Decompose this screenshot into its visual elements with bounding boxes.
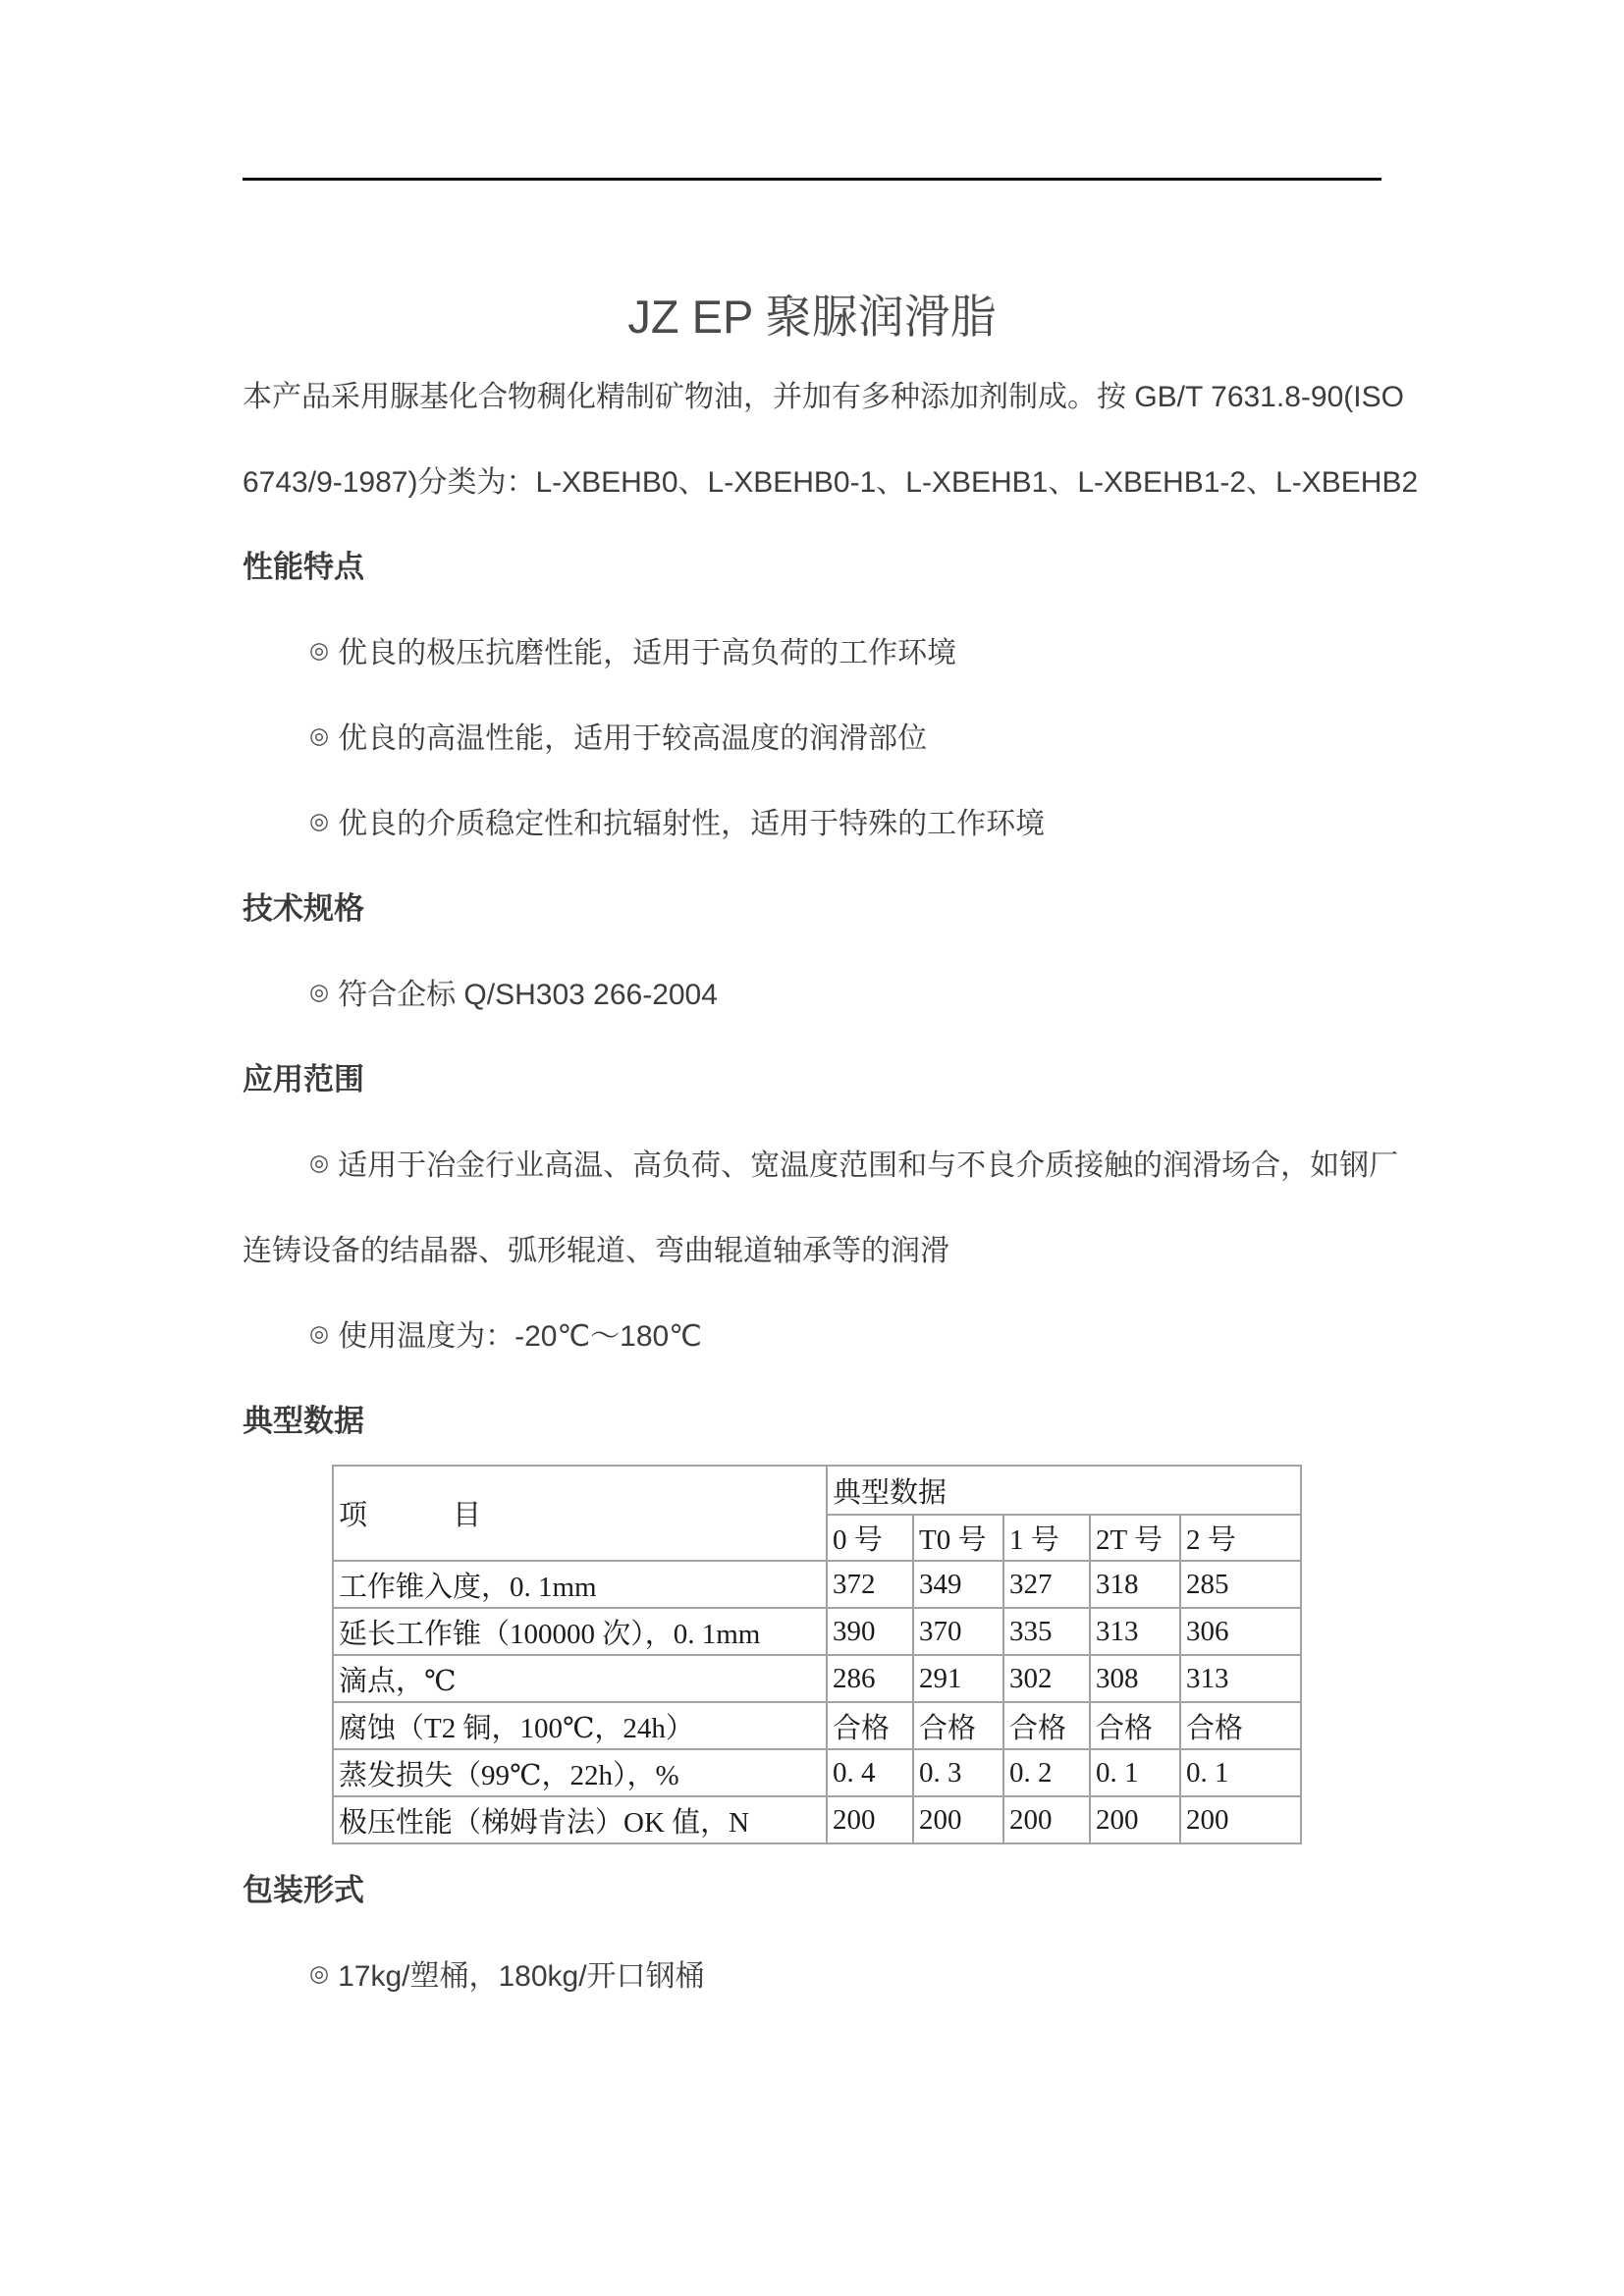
list-item-continuation: 连铸设备的结晶器、弧形辊道、弯曲辊道轴承等的润滑 <box>243 1234 949 1267</box>
table-row <box>333 1561 1301 1608</box>
cell-value: 302 <box>1003 1655 1090 1702</box>
cell-value: 349 <box>913 1561 1003 1608</box>
cell-value: 327 <box>1003 1561 1090 1608</box>
section-heading-application: 应用范围 <box>243 1062 364 1096</box>
cell-value: 0. 3 <box>913 1749 1003 1796</box>
row-label: 延长工作锥（100000 次），0. 1mm <box>333 1608 827 1655</box>
bullseye-bullet-icon: ◎ <box>309 1960 330 1986</box>
table-group-header-cell: 典型数据 <box>827 1466 1301 1515</box>
cell-value: 200 <box>1180 1796 1301 1843</box>
intro-paragraph-line-2: 6743/9-1987)分类为：L-XBEHB0、L-XBEHB0-1、L-XBEHB1、L-XBEHB1-2、L-XBEHB2 <box>243 465 1419 499</box>
section-heading-packaging: 包装形式 <box>243 1873 364 1907</box>
bullseye-bullet-icon: ◎ <box>309 1149 330 1175</box>
column-header: 2 号 <box>1180 1515 1301 1561</box>
list-item <box>243 1119 1399 1204</box>
list-item-text: 优良的极压抗磨性能，适用于高负荷的工作环境 <box>338 636 957 669</box>
footer-lines <box>243 1844 1381 2015</box>
row-label: 蒸发损失（99℃，22h），% <box>333 1749 827 1796</box>
bullseye-bullet-icon: ◎ <box>309 1320 330 1346</box>
row-label: 极压性能（梯姆肯法）OK 值，N <box>333 1796 827 1843</box>
typical-data-table <box>332 1465 1302 1844</box>
list-item <box>243 777 1381 863</box>
cell-value: 合格 <box>1180 1702 1301 1749</box>
intro-paragraph-line-1: 本产品采用脲基化合物稠化精制矿物油，并加有多种添加剂制成。按 GB/T 7631.8-90(ISO <box>243 380 1404 413</box>
content-column <box>243 0 1419 2015</box>
cell-value: 合格 <box>913 1702 1003 1749</box>
table-row <box>333 1749 1301 1796</box>
cell-value: 0. 4 <box>827 1749 913 1796</box>
cell-value: 313 <box>1180 1655 1301 1702</box>
table-row <box>333 1655 1301 1702</box>
table-row <box>333 1796 1301 1843</box>
column-header: T0 号 <box>913 1515 1003 1561</box>
list-item-text: 优良的介质稳定性和抗辐射性，适用于特殊的工作环境 <box>338 807 1046 840</box>
column-header: 1 号 <box>1003 1515 1090 1561</box>
cell-value: 合格 <box>827 1702 913 1749</box>
bullseye-bullet-icon: ◎ <box>309 979 330 1004</box>
cell-value: 200 <box>1090 1796 1180 1843</box>
table-corner-cell: 项 目 <box>333 1466 827 1561</box>
top-horizontal-rule <box>243 178 1381 181</box>
list-item-text: 优良的高温性能，适用于较高温度的润滑部位 <box>338 721 928 755</box>
list-item <box>243 692 1381 777</box>
cell-value: 372 <box>827 1561 913 1608</box>
cell-value: 0. 1 <box>1090 1749 1180 1796</box>
cell-value: 318 <box>1090 1561 1180 1608</box>
list-item-text: 17kg/塑桶，180kg/开口钢桶 <box>338 1959 705 1993</box>
row-label: 工作锥入度，0. 1mm <box>333 1561 827 1608</box>
cell-value: 0. 1 <box>1180 1749 1301 1796</box>
cell-value: 370 <box>913 1608 1003 1655</box>
cell-value: 200 <box>827 1796 913 1843</box>
cell-value: 335 <box>1003 1608 1090 1655</box>
section-heading-performance: 性能特点 <box>243 550 364 584</box>
table-row <box>333 1702 1301 1749</box>
page-title: JZ EP 聚脲润滑脂 <box>627 291 997 343</box>
row-label: 腐蚀（T2 铜，100℃，24h） <box>333 1702 827 1749</box>
table-row <box>333 1608 1301 1655</box>
cell-value: 306 <box>1180 1608 1301 1655</box>
table-header-row-group <box>333 1466 1301 1515</box>
section-heading-typical-data: 典型数据 <box>243 1404 364 1438</box>
cell-value: 390 <box>827 1608 913 1655</box>
cell-value: 200 <box>913 1796 1003 1843</box>
cell-value: 0. 2 <box>1003 1749 1090 1796</box>
bullseye-bullet-icon: ◎ <box>309 722 330 748</box>
bullseye-bullet-icon: ◎ <box>309 808 330 833</box>
bullseye-bullet-icon: ◎ <box>309 637 330 663</box>
column-header: 0 号 <box>827 1515 913 1561</box>
column-header: 2T 号 <box>1090 1515 1180 1561</box>
section-heading-spec: 技术规格 <box>243 891 364 926</box>
body-lines <box>243 350 1419 1461</box>
cell-value: 285 <box>1180 1561 1301 1608</box>
list-item <box>243 948 1381 1034</box>
row-label: 滴点，℃ <box>333 1655 827 1702</box>
cell-value: 合格 <box>1003 1702 1090 1749</box>
list-item <box>243 1290 1381 1375</box>
cell-value: 合格 <box>1090 1702 1180 1749</box>
list-item-text: 使用温度为：-20℃～180℃ <box>338 1319 702 1353</box>
list-item <box>243 607 1381 692</box>
cell-value: 313 <box>1090 1608 1180 1655</box>
list-item-text: 符合企标 Q/SH303 266-2004 <box>338 978 718 1011</box>
list-item <box>243 1930 1381 2015</box>
cell-value: 286 <box>827 1655 913 1702</box>
cell-value: 291 <box>913 1655 1003 1702</box>
cell-value: 200 <box>1003 1796 1090 1843</box>
list-item-text: 适用于冶金行业高温、高负荷、宽温度范围和与不良介质接触的润滑场合，如钢厂 <box>338 1148 1399 1182</box>
cell-value: 308 <box>1090 1655 1180 1702</box>
